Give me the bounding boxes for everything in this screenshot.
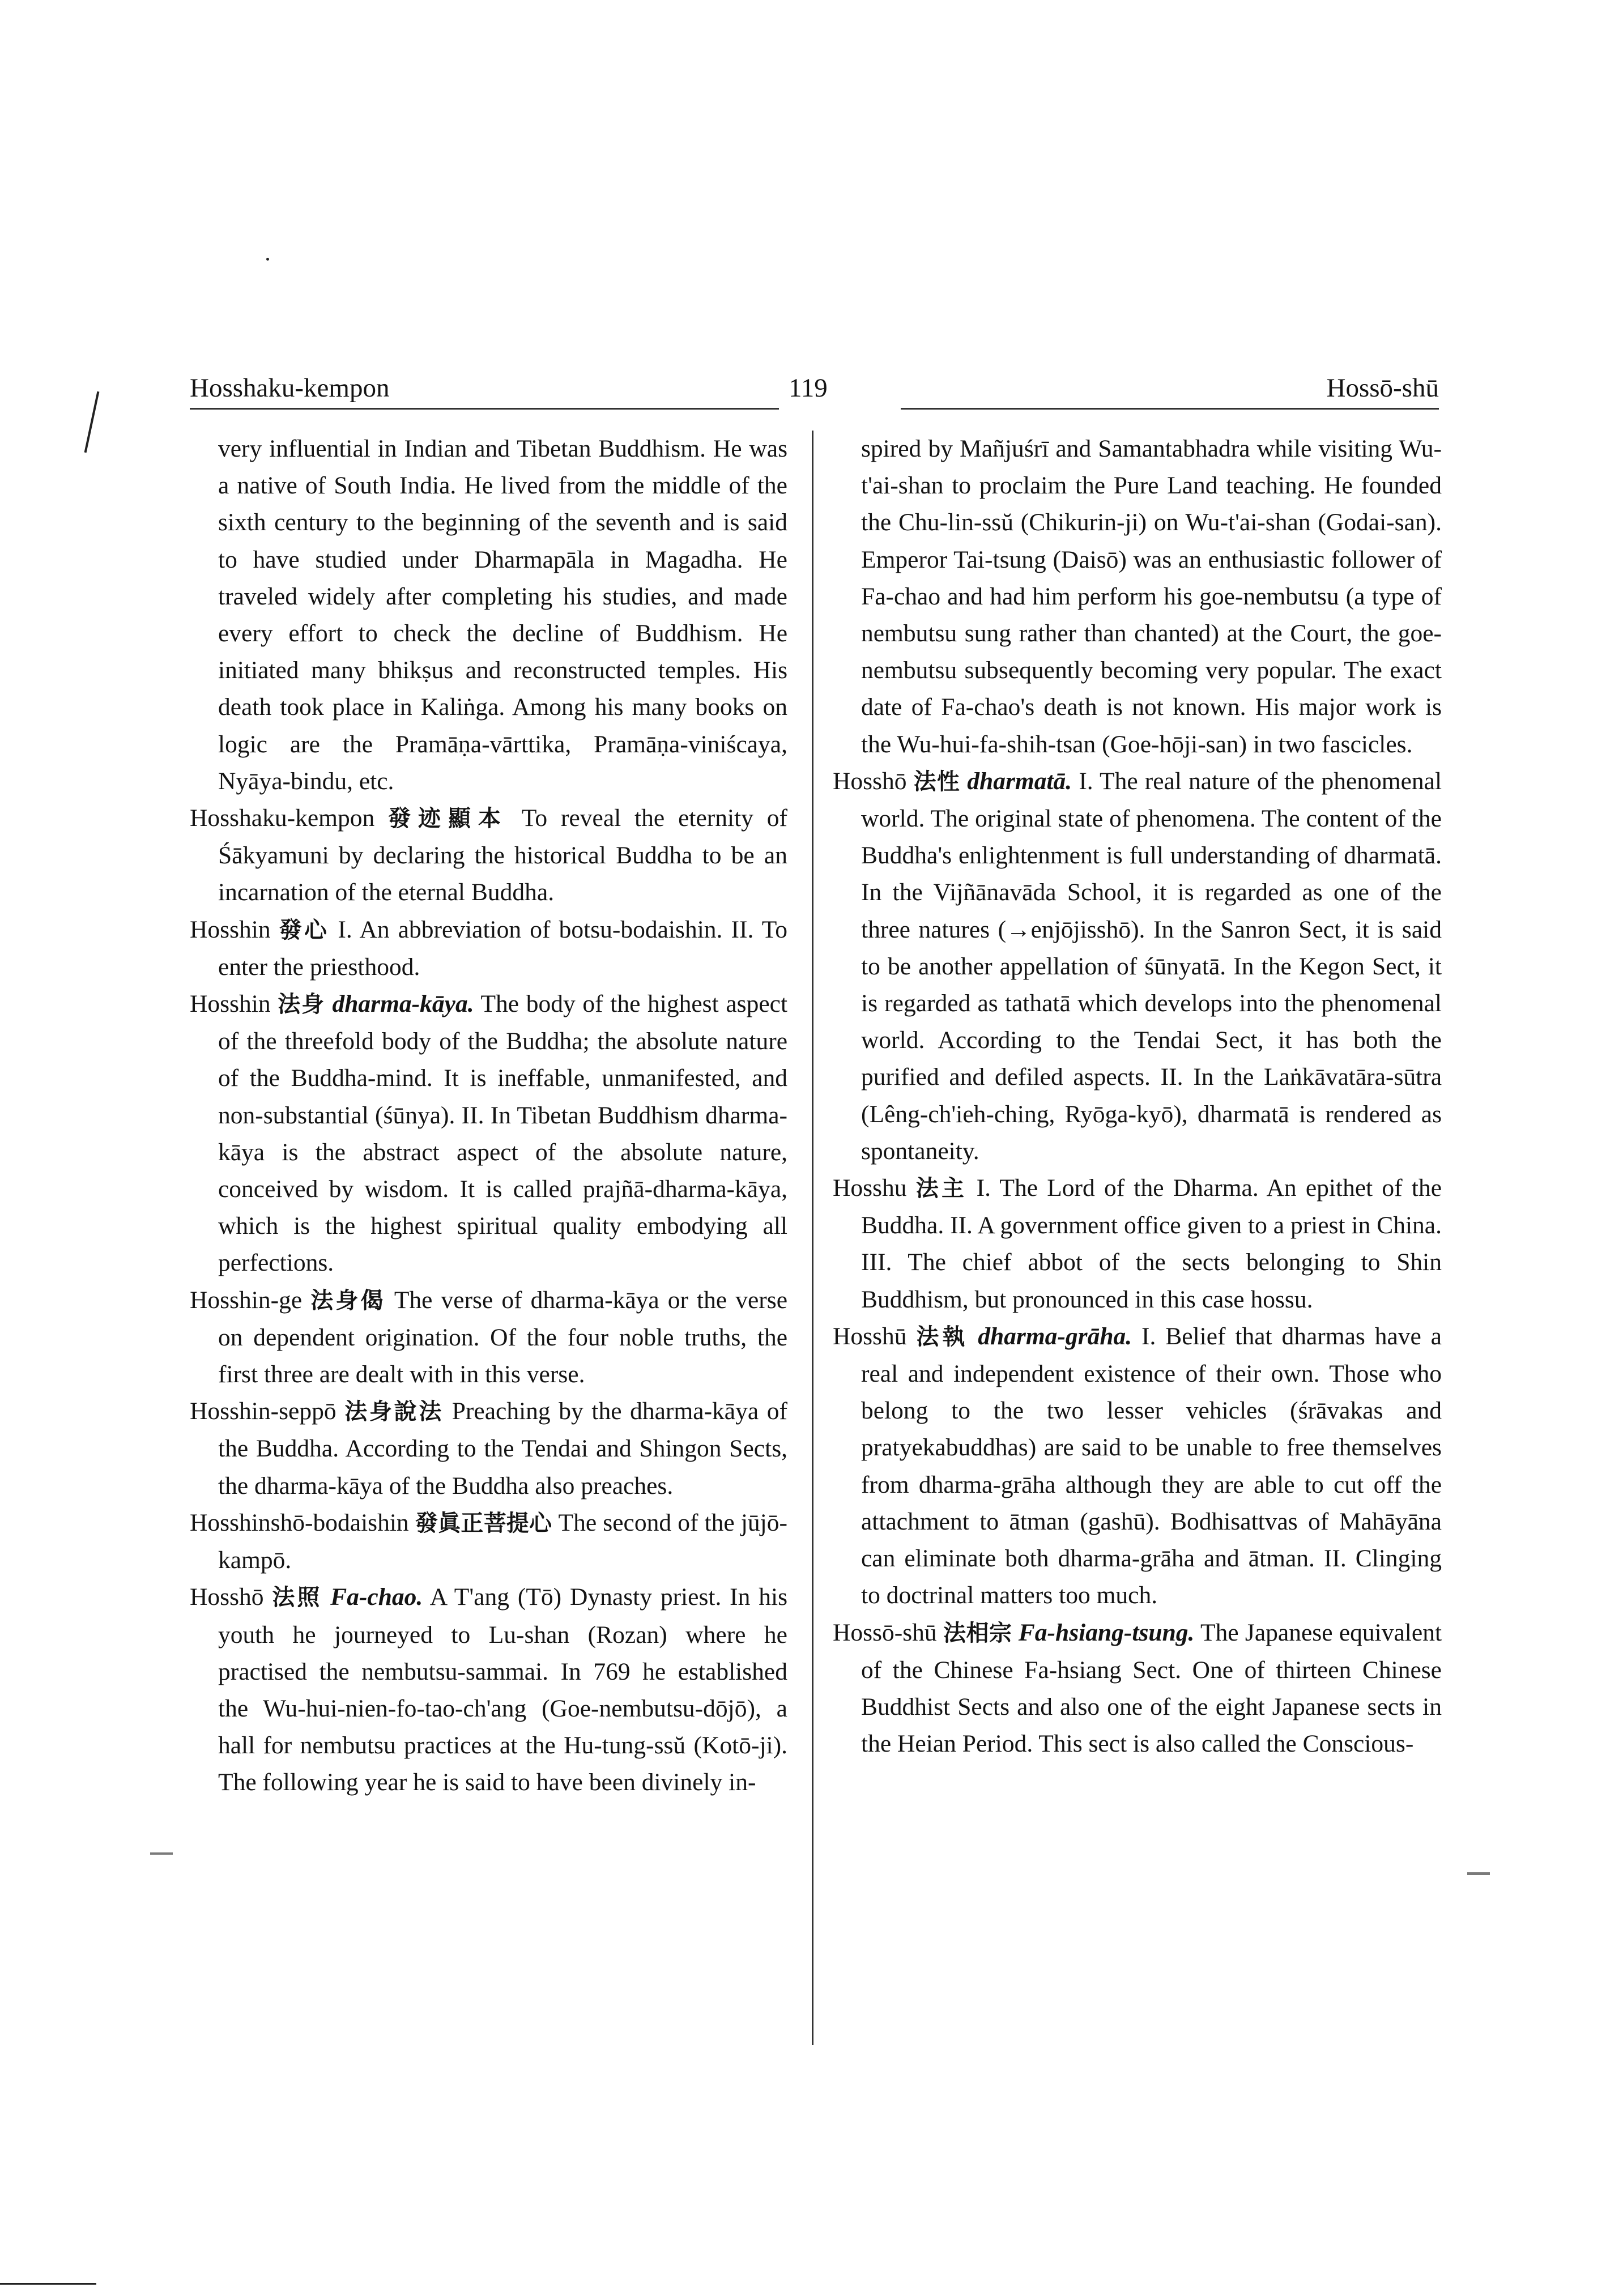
column-divider <box>812 431 813 2045</box>
entry-definition: I. An abbreviation of botsu-bodaishin. II. To enter the priesthood. <box>218 915 788 981</box>
entry-headword: Hosshu <box>833 1174 907 1202</box>
entry-definition: The verse of dharma-kāya or the verse on dependent origination. Of the four noble truths, the first three are dealt with in this verse. <box>218 1286 788 1388</box>
entry-headword: Hosshin-ge <box>190 1286 303 1314</box>
entry-definition: To reveal the eternity of Śākyamuni by declaring the historical Buddha to be an incarnation of the eternal Buddha. <box>218 804 788 906</box>
entry-definition: The Japanese equivalent of the Chinese Fa-hsiang Sect. One of thirteen Chinese Buddhist Sects and also one of the eight Japanese sects in the Heian Period. This sect is also called the Conscious- <box>861 1618 1442 1758</box>
entry-headword: Hosshō <box>833 767 907 795</box>
entry-kanji: 法身 <box>278 991 325 1018</box>
entry-definition: I. Belief that dharmas have a real and independent existence of their own. Those who belong to the two lesser vehicles (śrāvakas and pratyekabuddhas) are said to be unable to free themselves from dharma-grāha although they are able to cut off the attachment to ātman (gashū). Bodhisattvas of Mahāyāna can eliminate both dharma-grāha and ātman. II. Clinging to doctrinal matters too much. <box>861 1322 1442 1609</box>
entry-sanskrit-term: dharma-kāya. <box>332 990 474 1018</box>
continued-entry-text: spired by Mañjuśrī and Samantabhadra while visiting Wu-t'ai-shan to proclaim the Pure Land teaching. He founded the Chu-lin-ssŭ (Chikurin-ji) on Wu-t'ai-shan (Godai-san). Emperor Tai-tsung (Daisō) was an enthusiastic follower of Fa-chao and had him perform his goe-nembutsu (a type of nembutsu sung rather than chanted) at the Court, the goe-nembutsu subsequently becoming very popular. The exact date of Fa-chao's death is not known. His major work is the Wu-hui-fa-shih-tsan (Goe-hōji-san) in two fascicles. <box>861 435 1442 758</box>
continued-entry-text: very influential in Indian and Tibetan Buddhism. He was a native of South India. He lived from the middle of the sixth century to the beginning of the seventh and is said to have studied under Dharmapāla in Magadha. He traveled widely after completing his studies, and made every effort to check the decline of Buddhism. He initiated many bhikṣus and reconstructed temples. His death took place in Kaliṅga. Among his many books on logic are the Pramāṇa-vārttika, Pramāṇa-viniścaya, Nyāya-bindu, etc. <box>218 435 787 795</box>
dictionary-entry <box>833 763 1442 1170</box>
entry-definition: The body of the highest aspect of the threefold body of the Buddha; the absolute nature of the Buddha-mind. It is ineffable, unmanifested, and non-substantial (śūnya). II. In Tibetan Buddhism dharma-kāya is the abstract aspect of the absolute nature, conceived by wisdom. It is called prajñā-dharma-kāya, which is the highest spiritual quality embodying all perfections. <box>218 990 788 1277</box>
header-left-guideword: Hosshaku-kempon <box>190 373 390 403</box>
entry-definition: The second of the jūjō-kampō. <box>218 1509 788 1574</box>
entry-kanji: 法照 <box>272 1584 322 1611</box>
entry-chinese-term: Fa-chao. <box>330 1583 423 1611</box>
scan-edge-line <box>0 2283 96 2285</box>
dictionary-entry <box>190 1282 787 1394</box>
entry-kanji: 發心 <box>279 917 330 943</box>
dictionary-entry <box>833 1318 1442 1615</box>
entry-headword: Hosshin-seppō <box>190 1398 336 1425</box>
entry-kanji: 法身說法 <box>344 1399 444 1425</box>
entry-kanji: 發迹顯本 <box>388 806 508 832</box>
right-column <box>833 431 1442 1762</box>
entry-kanji: 法執 <box>916 1323 969 1350</box>
dictionary-entry <box>190 800 787 911</box>
entry-headword: Hosshaku-kempon <box>190 804 375 832</box>
entry-headword: Hosshū <box>833 1322 907 1350</box>
entry-definition: I. The Lord of the Dharma. An epithet of the Buddha. II. A government office given to a priest in China. III. The chief abbot of the sects belonging to Shin Buddhism, but pronounced in this case hossu. <box>861 1174 1442 1313</box>
running-header <box>190 365 1439 411</box>
scan-margin-mark <box>84 391 100 453</box>
entry-chinese-term: Fa-hsiang-tsung. <box>1018 1618 1195 1646</box>
scan-dust-speck <box>150 1852 173 1855</box>
entry-headword: Hosshō <box>190 1583 264 1611</box>
scan-dust-speck <box>1467 1872 1490 1875</box>
entry-definition: A T'ang (Tō) Dynasty priest. In his youth he journeyed to Lu-shan (Rozan) where he practised the nembutsu-sammai. In 769 he established the Wu-hui-nien-fo-tao-ch'ang (Goe-nembutsu-dōjō), a hall for nembutsu practices at the Hu-tung-ssŭ (Kotō-ji). The following year he is said to have been divinely in- <box>218 1583 788 1796</box>
dictionary-entry <box>190 1579 787 1801</box>
header-rule-left <box>190 408 779 410</box>
header-right-guideword: Hossō-shū <box>1326 373 1439 403</box>
dictionary-entry <box>190 1393 787 1505</box>
entry-kanji: 法性 <box>913 768 961 795</box>
entry-definition: Preaching by the dharma-kāya of the Buddha. According to the Tendai and Shingon Sects, the dharma-kāya of the Buddha also preaches. <box>218 1398 788 1500</box>
entry-kanji: 法相宗 <box>943 1620 1012 1646</box>
entry-headword: Hosshin <box>190 915 271 943</box>
entry-headword: Hosshinshō-bodaishin <box>190 1509 409 1536</box>
entry-kanji: 發眞正菩提心 <box>415 1510 552 1536</box>
entry-sanskrit-term: dharmatā. <box>967 767 1072 795</box>
scan-dust-speck <box>266 258 269 261</box>
entry-sanskrit-term: dharma-grāha. <box>978 1322 1132 1350</box>
entry-kanji: 法身偈 <box>310 1287 386 1314</box>
entry-definition: I. The real nature of the phenomenal world. The original state of phenomena. The content of the Buddha's enlightenment is full understanding of dharmatā. In the Vijñānavāda School, it is regarded as one of the three natures (→enjōjisshō). In the Sanron Sect, it is said to be another appellation of śūnyatā. In the Kegon Sect, it is regarded as tathatā which develops into the phenomenal world. According to the Tendai Sect, it has both the purified and defiled aspects. II. In the Laṅkāvatāra-sūtra (Lêng-ch'ieh-ching, Ryōga-kyō), dharmatā is rendered as spontaneity. <box>861 767 1442 1165</box>
entry-kanji: 法主 <box>915 1175 968 1202</box>
entry-headword: Hosshin <box>190 990 271 1018</box>
dictionary-entry <box>833 1615 1442 1763</box>
dictionary-entry <box>833 1170 1442 1318</box>
dictionary-entry <box>190 911 787 986</box>
entry-headword: Hossō-shū <box>833 1618 937 1646</box>
page-number: 119 <box>789 373 828 403</box>
left-column <box>190 431 787 1801</box>
dictionary-entry <box>190 986 787 1282</box>
header-rule-right <box>901 408 1439 410</box>
dictionary-entry <box>190 1505 787 1579</box>
